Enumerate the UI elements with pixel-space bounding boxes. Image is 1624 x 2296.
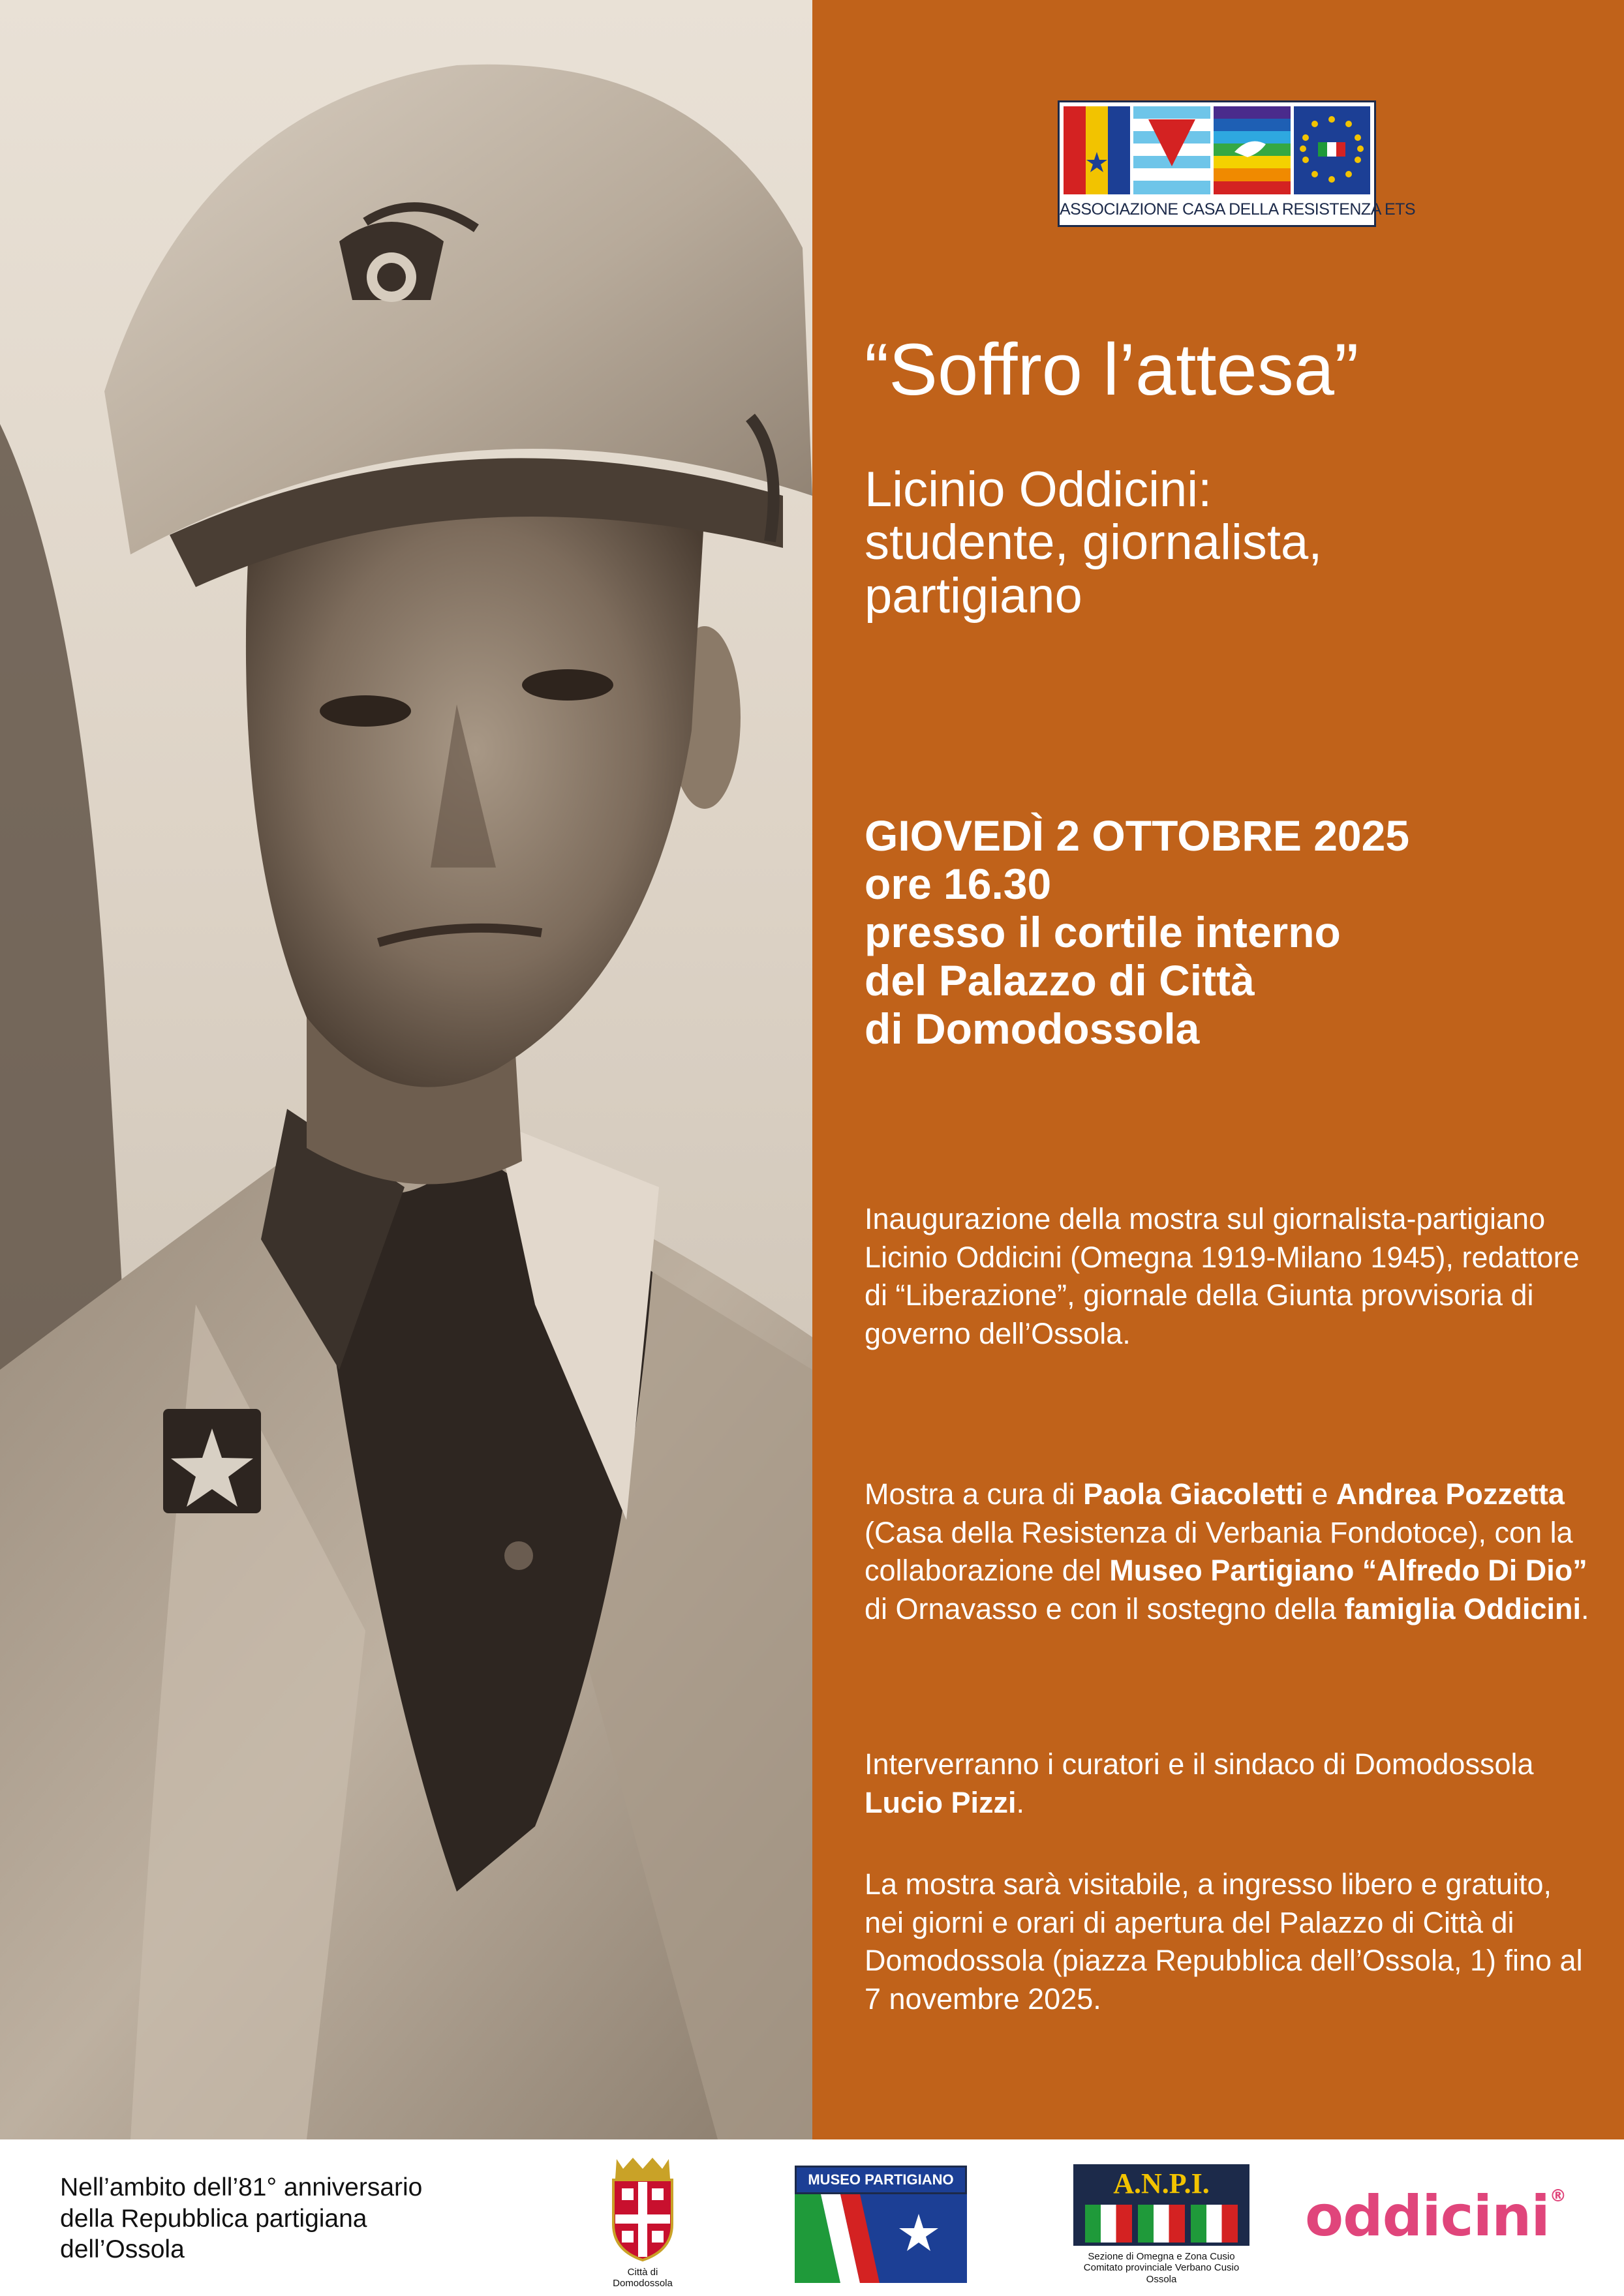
footer-line: dell’Ossola xyxy=(60,2235,185,2264)
association-logo xyxy=(1058,100,1416,227)
museum-name: Museo Partigiano “Alfredo Di Dio” xyxy=(1109,1554,1587,1587)
anpi-badge xyxy=(1073,2164,1249,2246)
citta-caption-line: Città di xyxy=(627,2267,658,2278)
paragraph-curators xyxy=(865,1475,1595,1628)
paragraph-visiting: La mostra sarà visitabile, a ingresso libero e gratuito, nei giorni e orari di apertura del Palazzo di Città di Domodossola (piazza Repubblica dell’Ossola, 1) fino al 7 novembre 2025. xyxy=(865,1867,1583,2016)
poster-title: “Soffro l’attesa” xyxy=(865,329,1359,410)
text-run: Mostra a cura di xyxy=(865,1477,1084,1511)
event-date: GIOVEDÌ 2 OTTOBRE 2025 xyxy=(865,811,1410,860)
event-time: ore 16.30 xyxy=(865,859,1052,908)
oddicini-wordmark: oddicini xyxy=(1305,2184,1550,2249)
text-run: . xyxy=(1016,1785,1025,1819)
anpi-caption xyxy=(1073,2251,1249,2285)
event-venue-line: presso il cortile interno xyxy=(865,907,1341,956)
text-run: Interverranno i curatori e il sindaco di Domodossola xyxy=(865,1747,1534,1781)
text-run: e xyxy=(1303,1477,1336,1511)
association-name: ASSOCIAZIONE CASA DELLA RESISTENZA ETS xyxy=(1060,200,1416,219)
anpi-logo xyxy=(1073,2164,1256,2288)
anpi-label: A.N.P.I. xyxy=(1113,2168,1210,2199)
footer-line: della Repubblica partigiana xyxy=(60,2204,367,2233)
citta-caption xyxy=(597,2267,688,2289)
portrait-photo xyxy=(0,0,812,2139)
subtitle-line: studente, giornalista, xyxy=(865,515,1323,571)
museo-partigiano-logo xyxy=(795,2166,967,2283)
curator-name: Andrea Pozzetta xyxy=(1336,1477,1565,1511)
paragraph-speakers xyxy=(865,1745,1595,1822)
family-name: famiglia Oddicini xyxy=(1344,1592,1581,1625)
event-details xyxy=(865,812,1608,1053)
crest-icon xyxy=(597,2152,688,2263)
text-run: di Ornavasso e con il sostegno della xyxy=(865,1592,1345,1625)
museo-flag-icon xyxy=(795,2194,967,2283)
anpi-flag-3 xyxy=(1191,2205,1238,2243)
flags-icon xyxy=(1064,106,1370,194)
text-run: . xyxy=(1581,1592,1589,1625)
anpi-caption-line: Sezione di Omegna e Zona Cusio xyxy=(1088,2251,1235,2262)
anpi-flag-1 xyxy=(1085,2205,1132,2243)
paragraph-inauguration: Inaugurazione della mostra sul giornalista-partigiano Licinio Oddicini (Omegna 1919-Milano 1945), redattore di “Liberazione”, giornale della Giunta provvisoria di governo dell’Ossola. xyxy=(865,1202,1580,1350)
museo-label: MUSEO PARTIGIANO xyxy=(795,2166,967,2194)
footer-line: Nell’ambito dell’81° anniversario xyxy=(60,2173,423,2201)
subtitle-line: Licinio Oddicini: xyxy=(865,462,1212,517)
anpi-flag-2 xyxy=(1138,2205,1185,2243)
citta-domodossola-logo xyxy=(597,2152,688,2289)
poster-subtitle xyxy=(865,463,1608,622)
footer xyxy=(0,2139,1624,2296)
info-panel xyxy=(812,0,1624,2139)
subtitle-line: partigiano xyxy=(865,567,1082,624)
mayor-name: Lucio Pizzi xyxy=(865,1785,1017,1819)
text-run: (Casa della Resistenza di Verbania Fondotoce), con la collaborazione del xyxy=(865,1515,1573,1587)
citta-caption-line: Domodossola xyxy=(613,2278,673,2289)
curator-name: Paola Giacoletti xyxy=(1083,1477,1304,1511)
oddicini-logo xyxy=(1305,2184,1579,2249)
event-venue-line: del Palazzo di Città xyxy=(865,956,1255,1004)
portrait-illustration xyxy=(0,0,812,2139)
anpi-caption-line: Comitato provinciale Verbano Cusio Ossola xyxy=(1083,2262,1240,2285)
registered-mark: ® xyxy=(1549,2186,1566,2206)
footer-anniversary-text xyxy=(60,2172,530,2265)
event-venue-line: di Domodossola xyxy=(865,1004,1200,1053)
